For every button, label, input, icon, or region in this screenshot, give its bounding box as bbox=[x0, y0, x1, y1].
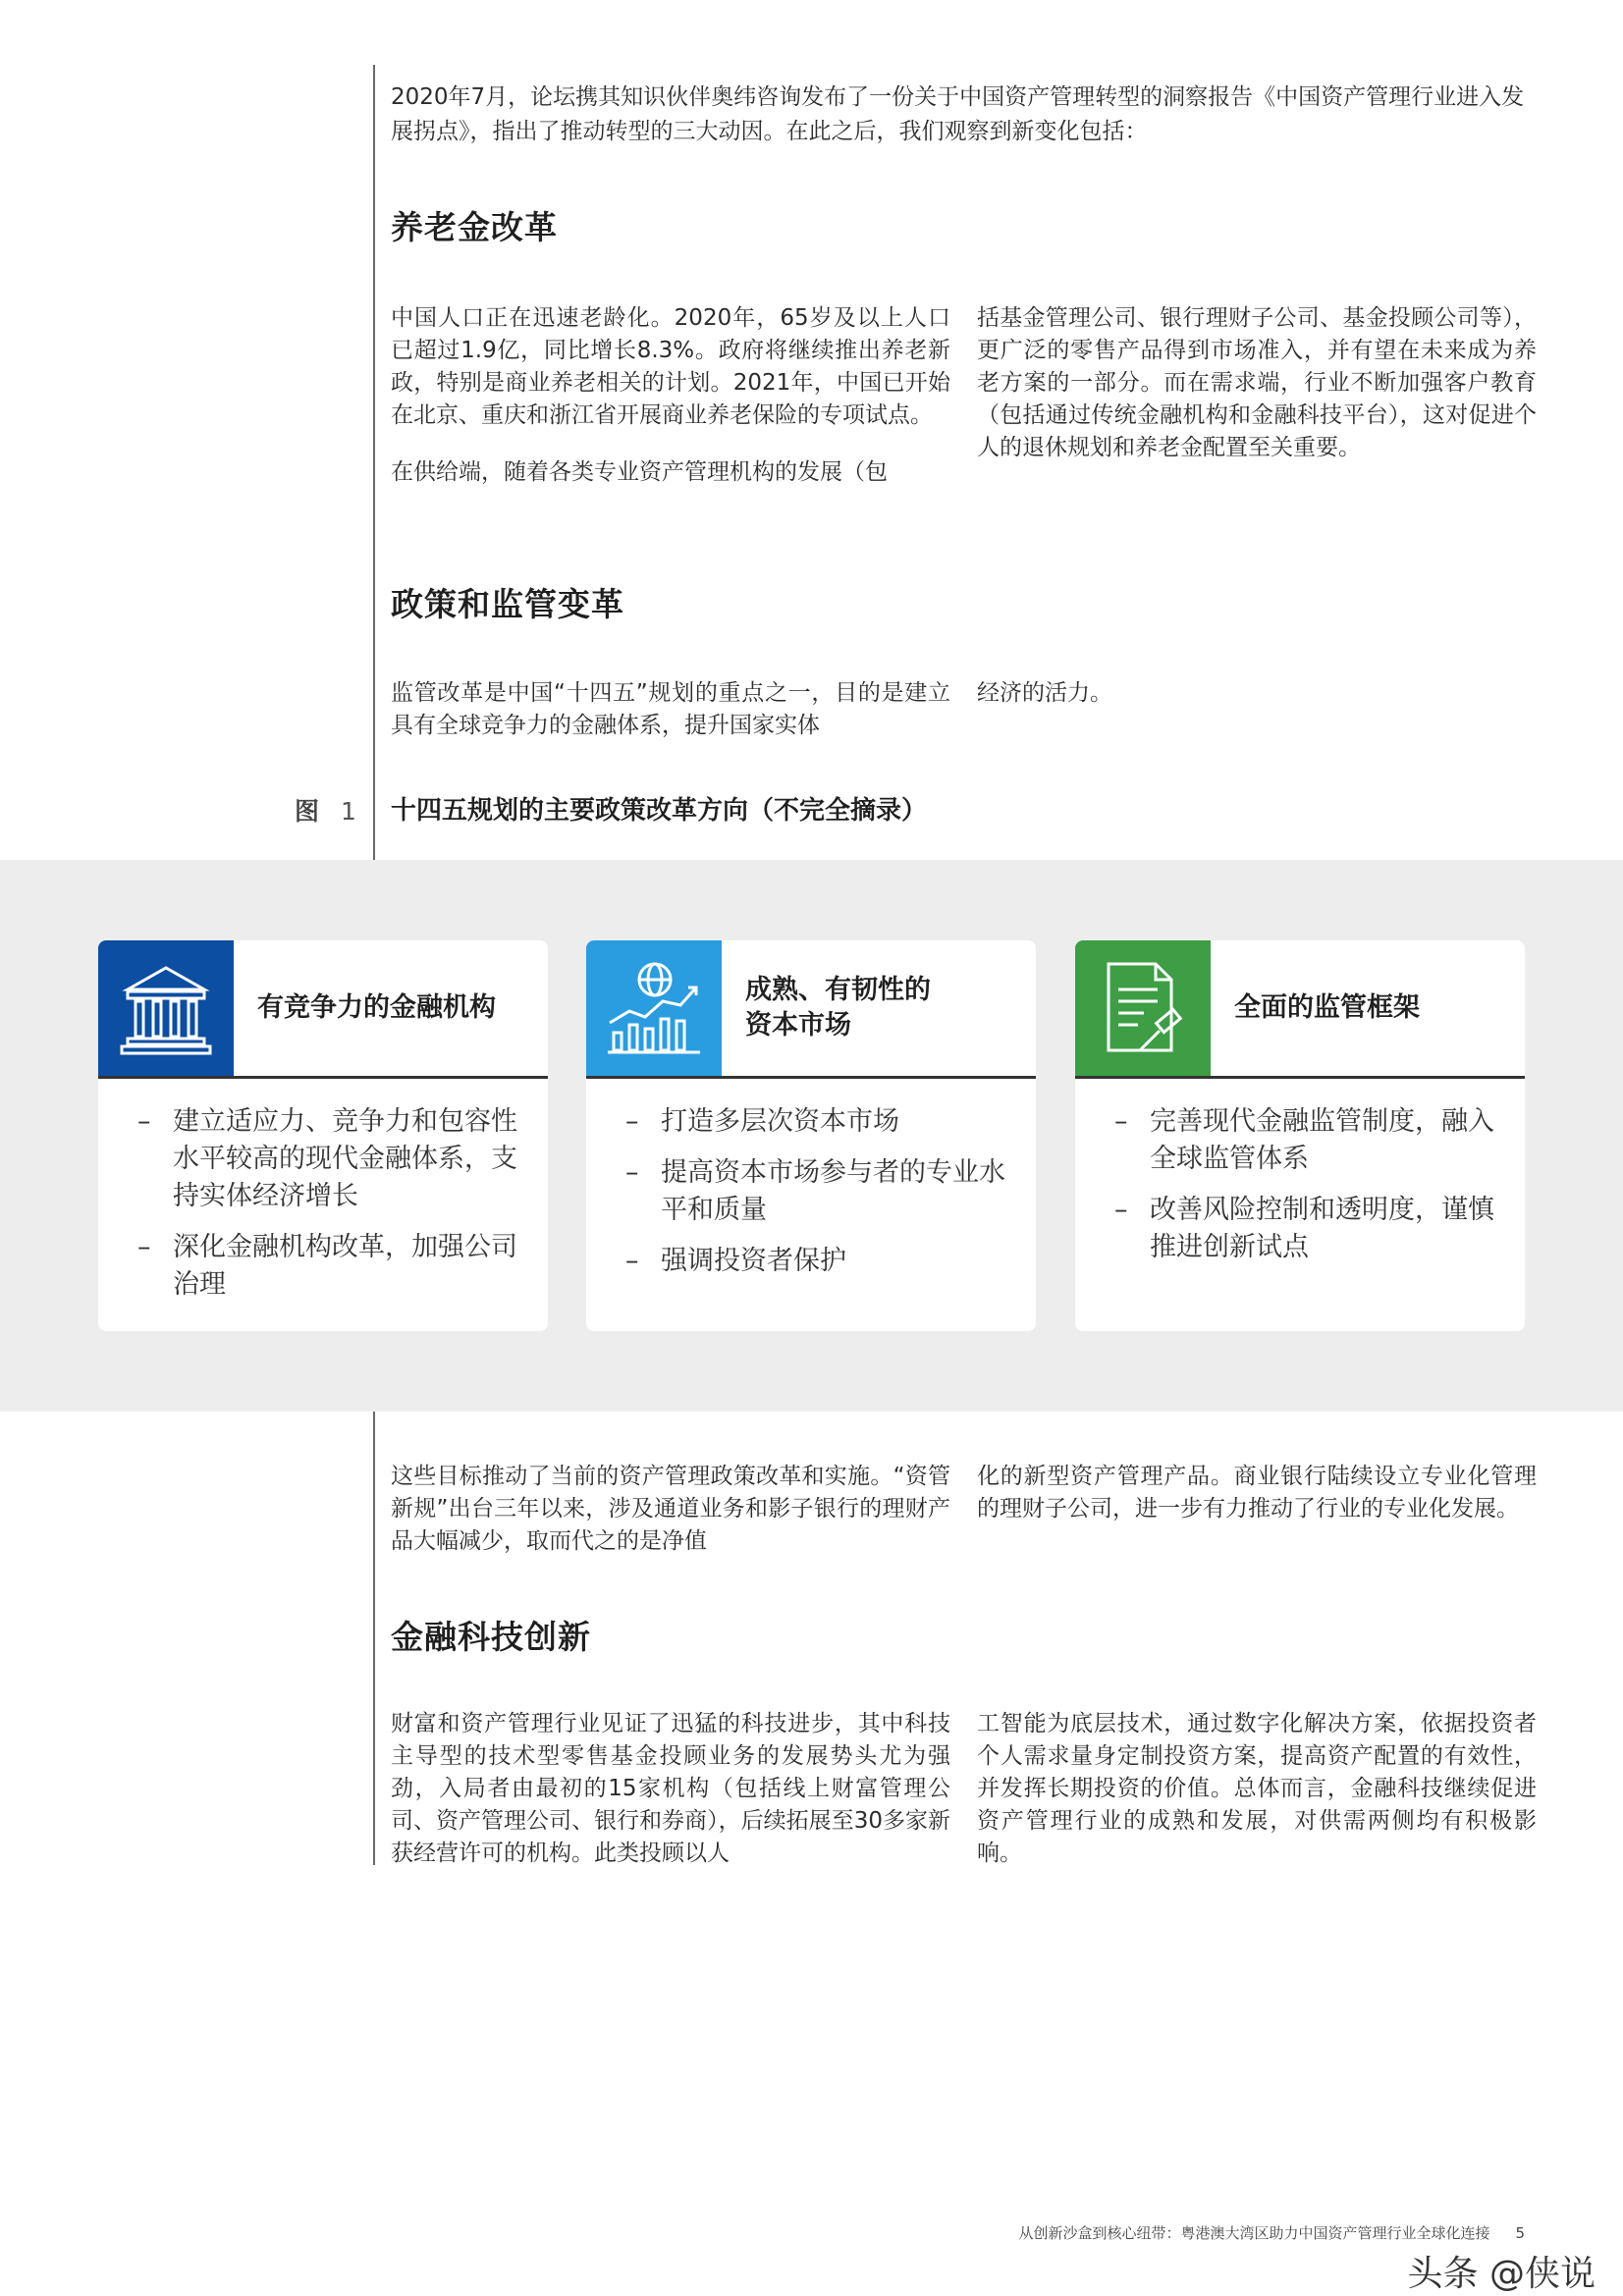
paragraph: 工智能为底层技术，通过数字化解决方案，依据投资者个人需求量身定制投资方案，提高资产配置的有效性，并发挥长期投资的价值。总体而言，金融科技继续促进资产管理行业的成熟和发展，对供需两侧均有积极影响。 bbox=[977, 1711, 1537, 1866]
list-item: – 打造多层次资本市场 bbox=[625, 1103, 1018, 1141]
watermark: 头条 @侠说 bbox=[1407, 2254, 1596, 2294]
policy-card-regulatory-framework bbox=[1075, 940, 1525, 1331]
card-title: 有竞争力的金融机构 bbox=[257, 992, 496, 1023]
section2-left-column bbox=[391, 677, 950, 767]
document-gavel-icon bbox=[1075, 940, 1211, 1076]
card-item-list bbox=[625, 1103, 1018, 1294]
paragraph: 这些目标推动了当前的资产管理政策改革和实施。“资管新规”出台三年以来，涉及通道业务和影子银行的理财产品大幅减少，取而代之的是净值 bbox=[391, 1464, 950, 1554]
card-header bbox=[586, 940, 1036, 1079]
list-item: – 强调投资者保护 bbox=[625, 1243, 1018, 1280]
list-item: – 建立适应力、竞争力和包容性水平较高的现代金融体系，支持实体经济增长 bbox=[137, 1103, 530, 1215]
list-item: – 完善现代金融监管制度，融入全球监管体系 bbox=[1114, 1103, 1507, 1178]
policy-card-capital-markets bbox=[586, 940, 1036, 1331]
list-item: – 改善风险控制和透明度，谨慎推进创新试点 bbox=[1114, 1192, 1507, 1266]
section1-left-column bbox=[391, 302, 950, 513]
figure-label bbox=[295, 792, 356, 828]
section-title-pension: 养老金改革 bbox=[391, 208, 558, 246]
section-title-fintech: 金融科技创新 bbox=[391, 1618, 591, 1656]
section-title-policy: 政策和监管变革 bbox=[391, 585, 624, 623]
policy-card-financial-institutions bbox=[98, 940, 548, 1331]
paragraph: 化的新型资产管理产品。商业银行陆续设立专业化管理的理财子公司，进一步有力推动了行业的专业化发展。 bbox=[977, 1464, 1537, 1522]
page-footer bbox=[1018, 2222, 1525, 2243]
card-title: 成熟、有韧性的 资本市场 bbox=[745, 975, 931, 1041]
paragraph: 财富和资产管理行业见证了迅猛的科技进步，其中科技主导型的技术型零售基金投顾业务的发展势头尤为强劲，入局者由最初的15家机构（包括线上财富管理公司、资产管理公司、银行和券商），后续拓展至30多家新获经营许可的机构。此类投顾以人 bbox=[391, 1711, 950, 1866]
card-header bbox=[98, 940, 548, 1079]
section2-right-column bbox=[977, 677, 1537, 734]
section3-right-column bbox=[977, 1708, 1537, 1895]
section3-left-column bbox=[391, 1708, 950, 1895]
card-item-list bbox=[1114, 1103, 1507, 1280]
after-figure-left-column bbox=[391, 1461, 950, 1582]
intro-paragraph: 2020年7月，论坛携其知识伙伴奥纬咨询发布了一份关于中国资产管理转型的洞察报告《中国资产管理行业进入发展拐点》，指出了推动转型的三大动因。在此之后，我们观察到新变化包括： bbox=[391, 84, 1525, 144]
card-header bbox=[1075, 940, 1525, 1079]
bank-building-icon bbox=[98, 940, 234, 1076]
section1-right-column bbox=[977, 302, 1537, 489]
card-title: 全面的监管框架 bbox=[1234, 992, 1420, 1023]
figure-label-text: 图 bbox=[295, 797, 320, 826]
paragraph: 经济的活力。 bbox=[977, 680, 1112, 706]
figure-title: 十四五规划的主要政策改革方向（不完全摘录） bbox=[391, 796, 928, 826]
card-item-list bbox=[137, 1103, 530, 1317]
paragraph: 监管改革是中国“十四五”规划的重点之一，目的是建立具有全球竞争力的金融体系，提升国家实体 bbox=[391, 680, 950, 738]
paragraph: 括基金管理公司、银行理财子公司、基金投顾公司等），更广泛的零售产品得到市场准入，并有望在未来成为养老方案的一部分。而在需求端，行业不断加强客户教育（包括通过传统金融机构和金融科技平台），这对促进个人的退休规划和养老金配置至关重要。 bbox=[977, 305, 1537, 460]
footer-report-title: 从创新沙盒到核心纽带：粤港澳大湾区助力中国资产管理行业全球化连接 bbox=[1018, 2224, 1490, 2242]
figure-number: 1 bbox=[341, 797, 356, 826]
margin-rule-top bbox=[373, 65, 375, 860]
after-figure-right-column bbox=[977, 1461, 1537, 1550]
list-item: – 提高资本市场参与者的专业水平和质量 bbox=[625, 1154, 1018, 1229]
paragraph: 在供给端，随着各类专业资产管理机构的发展（包 bbox=[391, 459, 888, 485]
page-number: 5 bbox=[1515, 2224, 1525, 2242]
margin-rule-bottom bbox=[373, 1412, 375, 1865]
list-item: – 深化金融机构改革，加强公司治理 bbox=[137, 1229, 530, 1304]
paragraph: 中国人口正在迅速老龄化。2020年，65岁及以上人口已超过1.9亿，同比增长8.3%。政府将继续推出养老新政，特别是商业养老相关的计划。2021年，中国已开始在北京、重庆和浙江省开展商业养老保险的专项试点。 bbox=[391, 305, 950, 428]
globe-chart-icon bbox=[586, 940, 722, 1076]
